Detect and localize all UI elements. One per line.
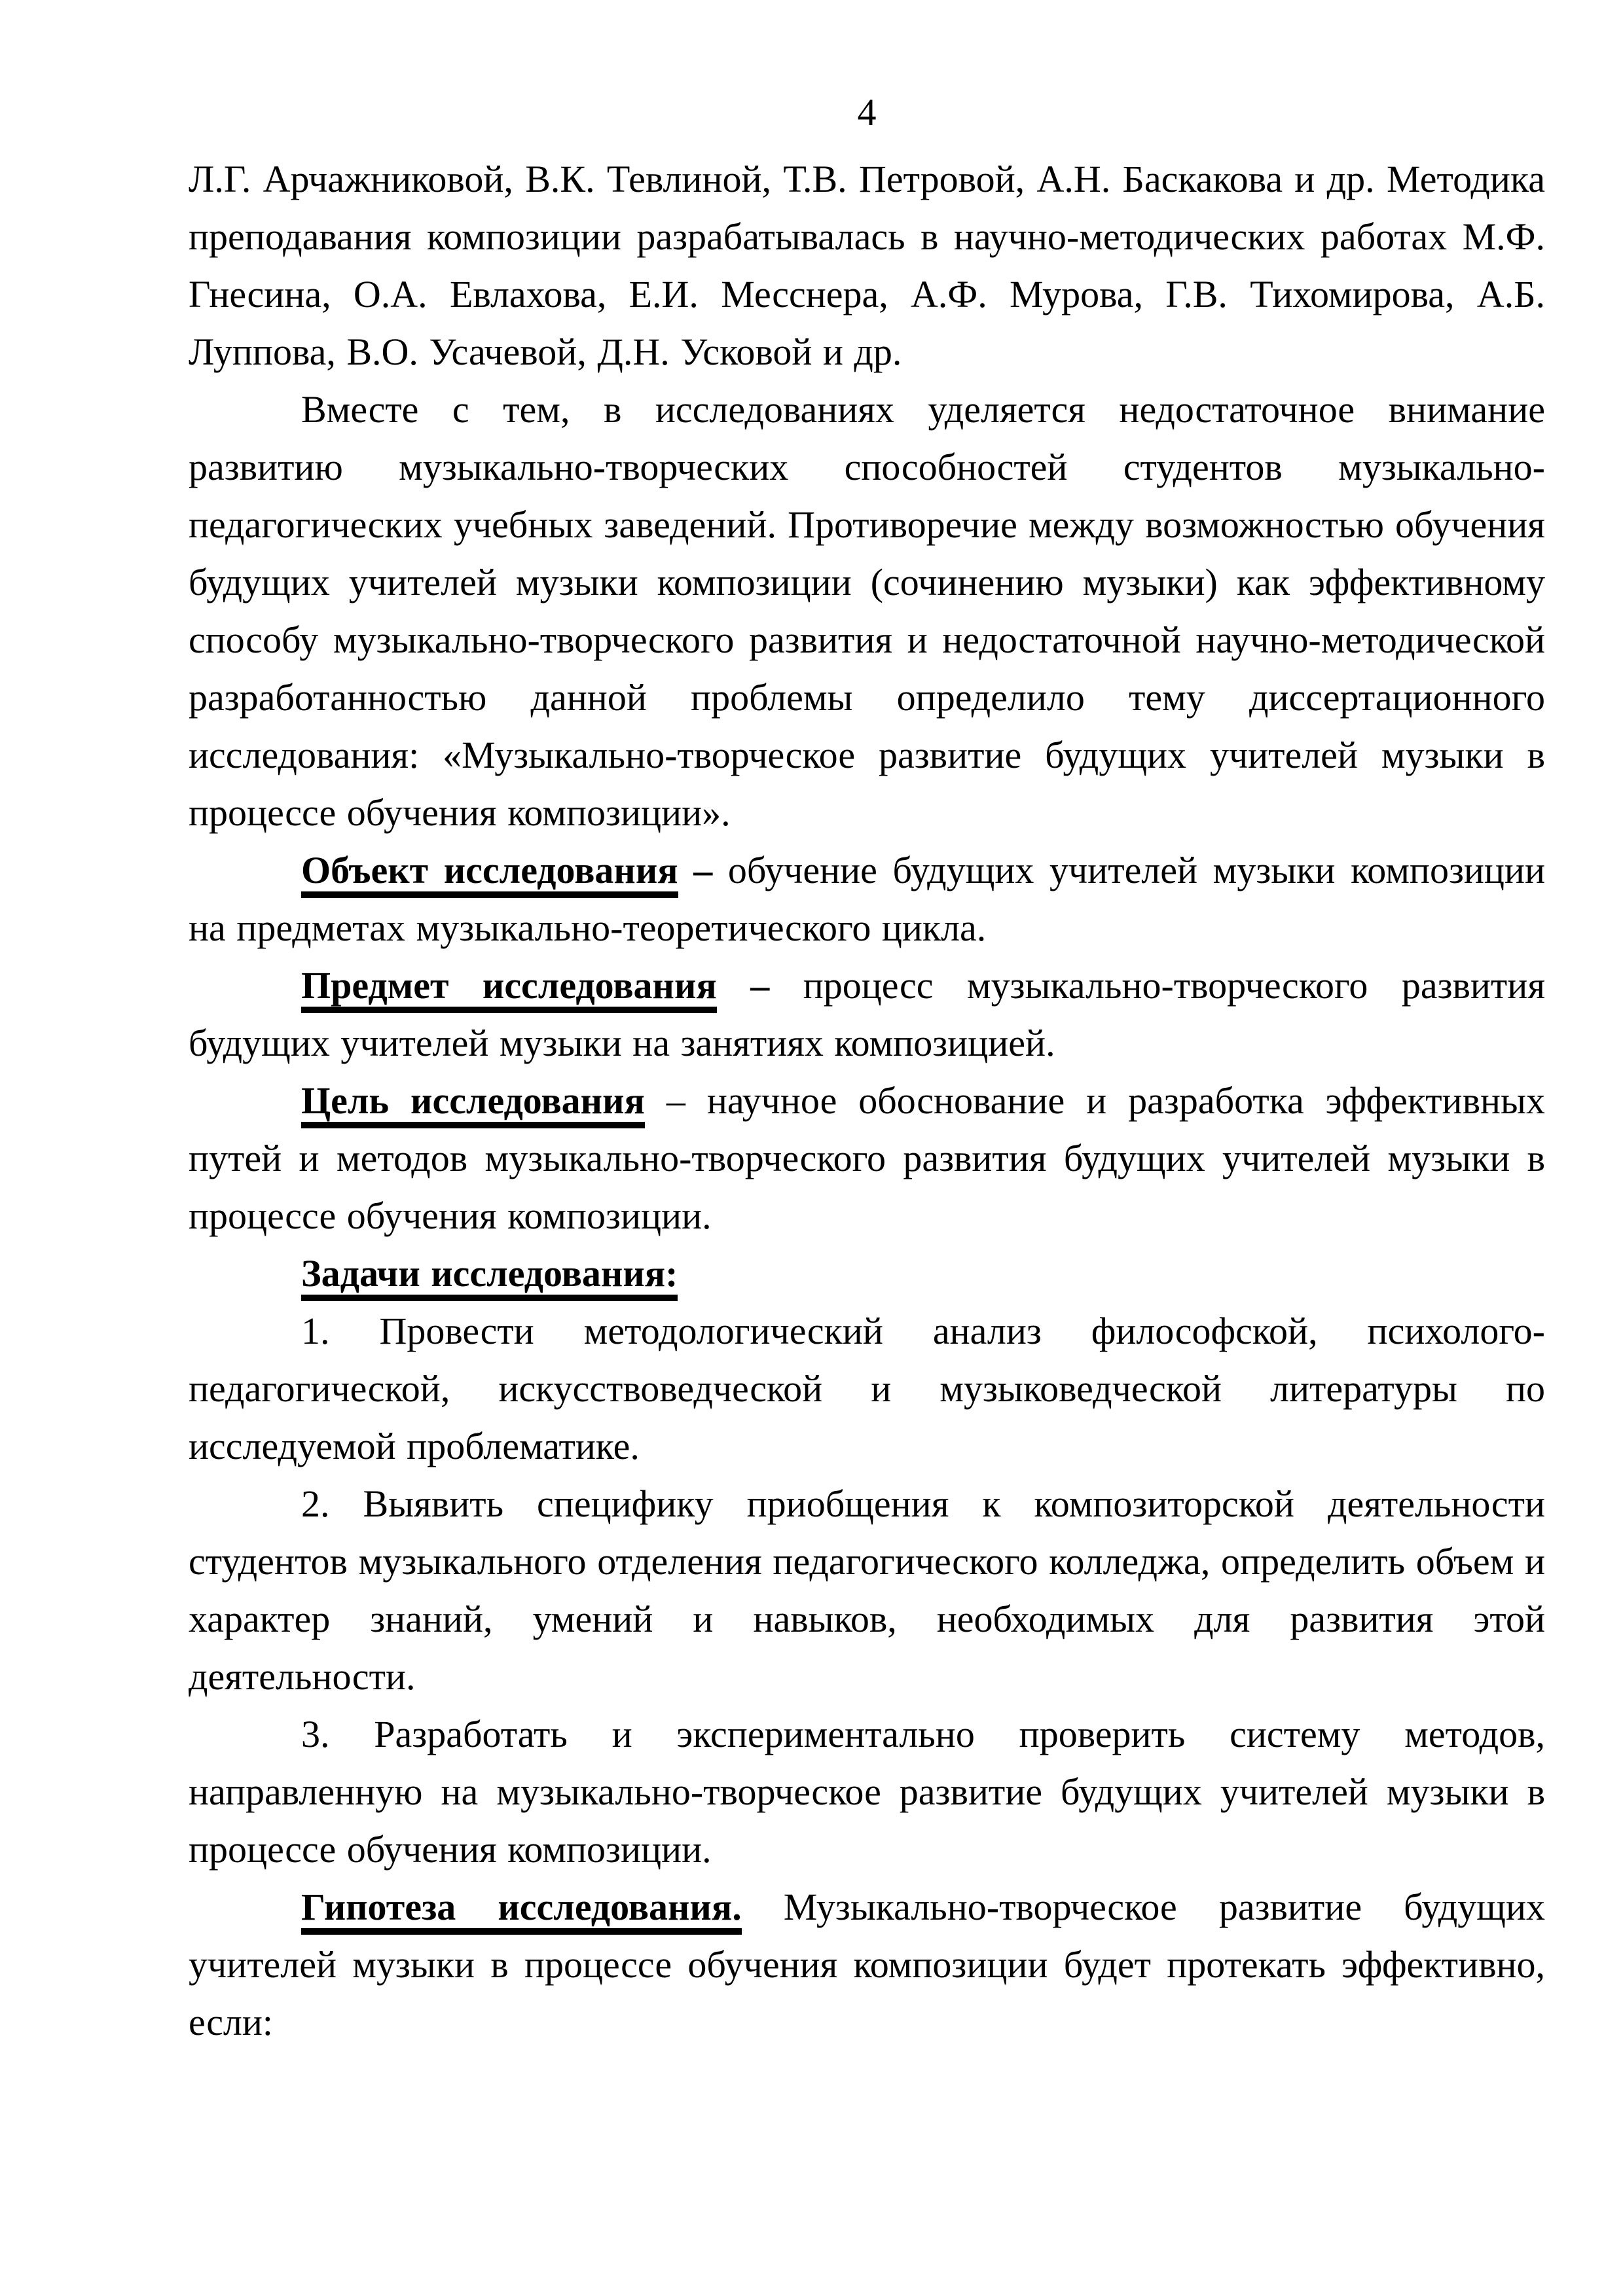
research-subject-dash: –: [716, 964, 803, 1007]
paragraph-research-goal: [189, 1072, 1545, 1245]
paragraph-authors-continuation: [189, 151, 1545, 381]
research-goal-dash: –: [644, 1079, 707, 1122]
paragraph-problem-text: Вместе с тем, в исследованиях уделяется недостаточное внимание развитию музыкально-творческих способностей студентов музыкально-педагогических учебных заведений. Противоречие между возможностью обучения будущих учителей музыки композиции (сочинению музыки) как эффективному способу музыкально-творческого развития и недостаточной научно-методической разработанностью данной проблемы определило тему диссертационного исследования: «Музыкально-творческое развитие будущих учителей музыки в процессе обучения композиции».: [189, 388, 1545, 834]
paragraph-problem-statement: [189, 381, 1545, 842]
research-subject-heading: Предмет исследования: [301, 964, 717, 1013]
hypothesis-heading: Гипотеза исследования.: [301, 1886, 742, 1935]
research-object-dash: –: [678, 849, 728, 891]
research-goal-heading: Цель исследования: [301, 1079, 645, 1128]
task-3-text: 3. Разработать и экспериментально проверить систему методов, направленную на музыкально-творческое развитие будущих учителей музыки в процессе обучения композиции.: [189, 1713, 1545, 1871]
paragraph-task-2: [189, 1475, 1545, 1706]
paragraph-research-object: [189, 842, 1545, 957]
research-tasks-heading: Задачи исследования:: [301, 1252, 678, 1301]
task-1-text: 1. Провести методологический анализ философской, психолого-педагогической, искусствоведческой и музыковедческой литературы по исследуемой проблематике.: [189, 1310, 1545, 1467]
hypothesis-text: Музыкально-творческое развитие будущих учителей музыки в процессе обучения композиции будет протекать эффективно, если:: [189, 1886, 1545, 2043]
paragraph-authors-text: Л.Г. Арчажниковой, В.К. Тевлиной, Т.В. Петровой, А.Н. Баскакова и др. Методика преподавания композиции разрабатывалась в научно-методических работах М.Ф. Гнесина, О.А. Евлахова, Е.И. Месснера, А.Ф. Мурова, Г.В. Тихомирова, А.Б. Луппова, В.О. Усачевой, Д.Н. Усковой и др.: [189, 158, 1545, 373]
research-subject-text: процесс музыкально-творческого развития будущих учителей музыки на занятиях композицией.: [189, 964, 1545, 1064]
research-object-text: обучение будущих учителей музыки композиции на предметах музыкально-теоретического цикла.: [189, 849, 1546, 949]
paragraph-task-1: [189, 1302, 1545, 1475]
research-object-heading: Объект исследования: [301, 849, 678, 898]
paragraph-hypothesis: [189, 1878, 1545, 2051]
paragraph-research-subject: [189, 957, 1545, 1072]
paragraph-tasks-heading: [189, 1245, 1545, 1302]
research-goal-text: научное обоснование и разработка эффективных путей и методов музыкально-творческого развития будущих учителей музыки в процессе обучения композиции.: [189, 1079, 1545, 1237]
task-2-text: 2. Выявить специфику приобщения к композиторской деятельности студентов музыкального отделения педагогического колледжа, определить объем и характер знаний, умений и навыков, необходимых для развития этой деятельности.: [189, 1482, 1545, 1698]
paragraph-task-3: [189, 1706, 1545, 1878]
page-number: 4: [857, 91, 877, 134]
